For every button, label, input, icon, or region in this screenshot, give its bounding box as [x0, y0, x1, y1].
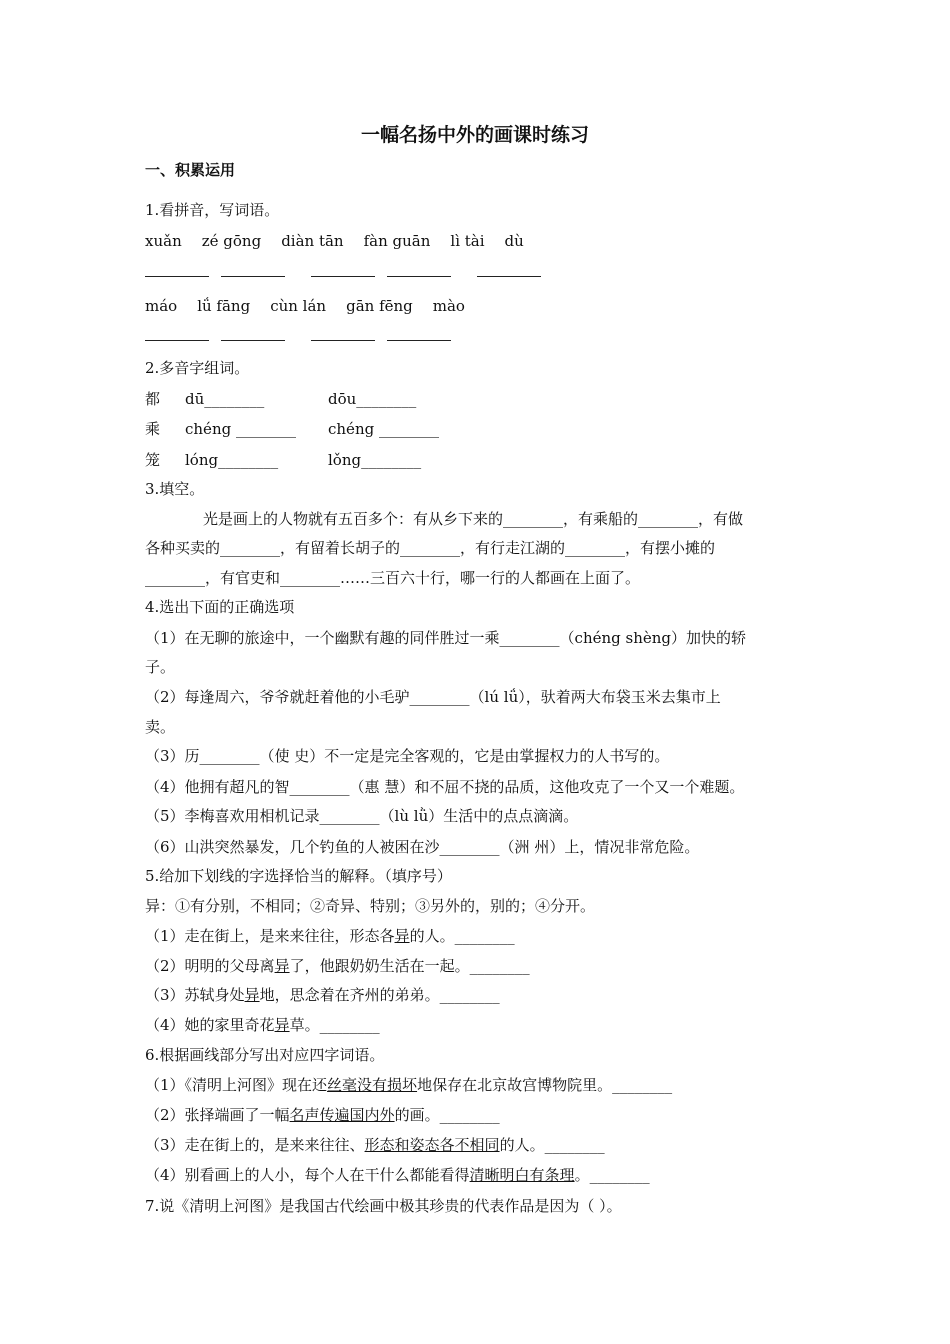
question-7-label: 7.说《清明上河图》是我国古代绘画中极其珍贵的代表作品是因为（ ）。 — [145, 1197, 622, 1215]
pinyin: dù — [504, 232, 524, 250]
polyphone-b[interactable]: dōu________ — [328, 390, 417, 408]
question-5-label: 5.给加下划线的字选择恰当的解释。（填序号） — [145, 867, 452, 885]
polyphone-b[interactable]: chéng ________ — [328, 420, 439, 438]
underlined-char: 异 — [394, 927, 410, 945]
choice-item: （2）每逢周六，爷爷就赶着他的小毛驴________（lú lǘ），驮着两大布袋玉米去集市上 — [145, 688, 721, 706]
polyphone-a[interactable]: dū________ — [185, 390, 265, 408]
sentence-item — [145, 1075, 672, 1095]
answer-blank[interactable] — [145, 326, 209, 341]
answer-blanks-row-1 — [145, 262, 553, 282]
sentence-text: 了，他跟奶奶生活在一起。________ — [289, 957, 530, 975]
polyphone-row — [145, 389, 416, 409]
polyphone-char: 笼 — [145, 451, 161, 469]
polyphone-row — [145, 419, 439, 439]
answer-blank[interactable] — [311, 262, 375, 277]
pinyin: zé gōng — [201, 232, 262, 250]
pinyin: lǘ fāng — [197, 297, 251, 315]
sentence-text: 的画。________ — [394, 1106, 500, 1124]
fill-line: 各种买卖的________，有留着长胡子的________，有行走江湖的________，有摆小摊的 — [145, 539, 716, 557]
sentence-text: 的人。________ — [409, 927, 515, 945]
sentence-text: 。________ — [574, 1166, 650, 1184]
sentence-item — [145, 1135, 605, 1155]
sentence-text: 草。________ — [289, 1016, 380, 1034]
answer-blank[interactable] — [387, 326, 451, 341]
question-3-label: 3.填空。 — [145, 480, 205, 498]
sentence-text: （4）别看画上的人小，每个人在干什么都能看得 — [145, 1166, 470, 1184]
underlined-char: 异 — [274, 957, 290, 975]
answer-blank[interactable] — [477, 262, 541, 277]
polyphone-a[interactable]: lóng________ — [185, 451, 279, 469]
pinyin: xuǎn — [145, 232, 182, 250]
sentence-text: 的人。________ — [499, 1136, 605, 1154]
sentence-text: （1）《清明上河图》现在还 — [145, 1076, 328, 1094]
underlined-phrase: 丝毫没有损坏 — [327, 1076, 418, 1094]
choice-item-cont: 卖。 — [145, 718, 176, 736]
polyphone-row — [145, 450, 421, 470]
pinyin: mào — [432, 297, 465, 315]
question-2-label: 2.多音字组词。 — [145, 359, 250, 377]
underlined-char: 异 — [244, 986, 260, 1004]
pinyin-row-1 — [145, 231, 544, 251]
polyphone-char: 都 — [145, 390, 161, 408]
underlined-phrase: 清晰明白有条理 — [469, 1166, 575, 1184]
underlined-phrase: 形态和姿态各不相同 — [364, 1136, 500, 1154]
sentence-text: （1）走在街上，是来来往往，形态各 — [145, 927, 395, 945]
underlined-phrase: 名声传遍国内外 — [289, 1106, 395, 1124]
choice-item: （5）李梅喜欢用相机记录________（lù lǜ）生活中的点点滴滴。 — [145, 807, 579, 825]
page-title: 一幅名扬中外的画课时练习 — [360, 124, 589, 146]
choice-item: （6）山洪突然暴发，几个钓鱼的人被困在沙________（洲 州）上，情况非常危险。 — [145, 838, 700, 856]
definition-line: 异：①有分别，不相同；②奇异、特别；③另外的，别的；④分开。 — [145, 897, 596, 915]
sentence-item — [145, 1015, 380, 1035]
polyphone-b[interactable]: lǒng________ — [328, 451, 422, 469]
pinyin: cùn lán — [270, 297, 327, 315]
sentence-item — [145, 985, 500, 1005]
question-4-label: 4.选出下面的正确选项 — [145, 598, 295, 616]
underlined-char: 异 — [274, 1016, 290, 1034]
choice-item: （4）他拥有超凡的智________（惠 慧）和不屈不挠的品质，这他攻克了一个又一个难题。 — [145, 778, 745, 796]
question-6-label: 6.根据画线部分写出对应四字词语。 — [145, 1046, 385, 1064]
answer-blanks-row-2 — [145, 326, 463, 346]
pinyin: fàn guān — [363, 232, 431, 250]
sentence-text: （3）苏轼身处 — [145, 986, 245, 1004]
choice-item: （3）历________（使 史）不一定是完全客观的，它是由掌握权力的人书写的。 — [145, 747, 670, 765]
pinyin: gān fēng — [346, 297, 413, 315]
sentence-text: 地，思念着在齐州的弟弟。________ — [259, 986, 500, 1004]
pinyin: máo — [145, 297, 178, 315]
sentence-item — [145, 1165, 650, 1185]
pinyin: diàn tān — [281, 232, 344, 250]
polyphone-a[interactable]: chéng ________ — [185, 420, 296, 438]
sentence-text: （4）她的家里奇花 — [145, 1016, 275, 1034]
answer-blank[interactable] — [311, 326, 375, 341]
polyphone-char: 乘 — [145, 420, 161, 438]
sentence-item — [145, 956, 530, 976]
pinyin: lì tài — [450, 232, 485, 250]
fill-line: ________，有官吏和________……三百六十行，哪一行的人都画在上面了。 — [145, 569, 641, 587]
sentence-text: 地保存在北京故宫博物院里。________ — [417, 1076, 673, 1094]
choice-item: （1）在无聊的旅途中，一个幽默有趣的同伴胜过一乘________（chéng shèng）加快的轿 — [145, 629, 747, 647]
sentence-text: （3）走在街上的，是来来往往、 — [145, 1136, 365, 1154]
section-heading: 一、积累运用 — [145, 161, 236, 179]
pinyin-row-2 — [145, 296, 485, 316]
sentence-text: （2）张择端画了一幅 — [145, 1106, 290, 1124]
answer-blank[interactable] — [221, 326, 285, 341]
answer-blank[interactable] — [387, 262, 451, 277]
answer-blank[interactable] — [145, 262, 209, 277]
answer-blank[interactable] — [221, 262, 285, 277]
sentence-text: （2）明明的父母离 — [145, 957, 275, 975]
question-1-label: 1.看拼音，写词语。 — [145, 201, 280, 219]
fill-line: 光是画上的人物就有五百多个：有从乡下来的________，有乘船的________，有做 — [203, 510, 744, 528]
choice-item-cont: 子。 — [145, 658, 176, 676]
sentence-item — [145, 926, 515, 946]
sentence-item — [145, 1105, 500, 1125]
